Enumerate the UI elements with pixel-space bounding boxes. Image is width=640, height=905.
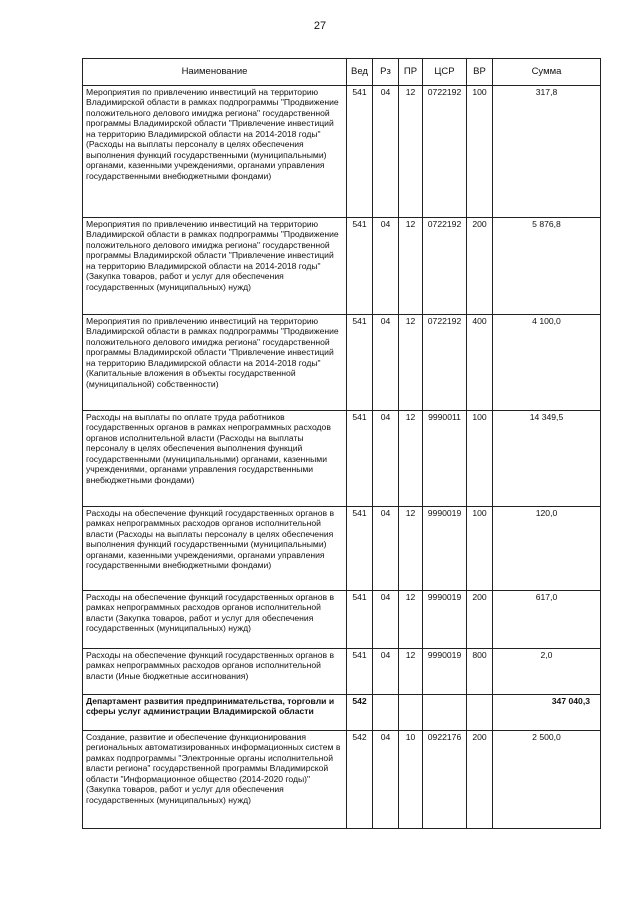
row-rz: 04 — [373, 591, 399, 649]
row-csr — [423, 695, 467, 731]
row-vr: 100 — [467, 86, 493, 218]
row-ved: 541 — [347, 649, 373, 695]
row-sum: 4 100,0 — [493, 315, 601, 411]
row-rz: 04 — [373, 731, 399, 829]
row-rz: 04 — [373, 411, 399, 507]
row-name: Мероприятия по привлечению инвестиций на территорию Владимирской области в рамках подпрограммы "Продвижение положительного делового имиджа региона" государственной программы Владимирской области "Привлечение инвестиций на территорию Владимирской области на 2014-2018 годы" (Закупка товаров, работ и услуг для обеспечения государственных (муниципальных) нужд) — [83, 218, 347, 315]
table-row — [83, 649, 601, 695]
header-vr: ВР — [467, 59, 493, 86]
row-name: Расходы на обеспечение функций государственных органов в рамках непрограммных расходов органов исполнительной власти (Закупка товаров, работ и услуг для обеспечения государственных (муниципальных) нужд) — [83, 591, 347, 649]
row-csr: 0922176 — [423, 731, 467, 829]
row-pr: 10 — [399, 731, 423, 829]
row-sum: 2,0 — [493, 649, 601, 695]
row-vr: 100 — [467, 411, 493, 507]
table-row — [83, 315, 601, 411]
row-pr: 12 — [399, 218, 423, 315]
row-csr: 9990019 — [423, 649, 467, 695]
header-pr: ПР — [399, 59, 423, 86]
row-ved: 541 — [347, 411, 373, 507]
row-pr: 12 — [399, 86, 423, 218]
row-vr: 200 — [467, 591, 493, 649]
row-ved: 541 — [347, 591, 373, 649]
row-csr: 9990019 — [423, 507, 467, 591]
row-vr: 800 — [467, 649, 493, 695]
row-name: Расходы на обеспечение функций государственных органов в рамках непрограммных расходов органов исполнительной власти (Иные бюджетные ассигнования) — [83, 649, 347, 695]
row-vr: 400 — [467, 315, 493, 411]
row-rz: 04 — [373, 315, 399, 411]
table-header-row — [83, 59, 601, 86]
row-name: Расходы на выплаты по оплате труда работников государственных органов в рамках непрограммных расходов органов исполнительной власти (Расходы на выплаты персоналу в целях обеспечения выполнения функций государственными (муниципальными) органами, казенными учреждениями, органами управления государственными внебюджетными фондами) — [83, 411, 347, 507]
table-row — [83, 591, 601, 649]
table-row — [83, 731, 601, 829]
row-sum: 617,0 — [493, 591, 601, 649]
table-row-department — [83, 695, 601, 731]
row-sum: 120,0 — [493, 507, 601, 591]
page-number: 27 — [313, 20, 327, 32]
row-rz: 04 — [373, 218, 399, 315]
header-rz: Рз — [373, 59, 399, 86]
header-sum: Сумма — [493, 59, 601, 86]
budget-table — [82, 58, 601, 829]
row-sum: 347 040,3 — [493, 695, 601, 731]
row-ved: 542 — [347, 731, 373, 829]
row-name: Мероприятия по привлечению инвестиций на территорию Владимирской области в рамках подпрограммы "Продвижение положительного делового имиджа региона" государственной программы Владимирской области "Привлечение инвестиций на территорию Владимирской области на 2014-2018 годы" (Капитальные вложения в объекты государственной (муниципальной) собственности) — [83, 315, 347, 411]
table-row — [83, 218, 601, 315]
row-ved: 541 — [347, 315, 373, 411]
row-ved: 541 — [347, 86, 373, 218]
row-pr — [399, 695, 423, 731]
header-ved: Вед — [347, 59, 373, 86]
row-sum: 14 349,5 — [493, 411, 601, 507]
row-rz: 04 — [373, 507, 399, 591]
row-pr: 12 — [399, 591, 423, 649]
row-name: Департамент развития предпринимательства, торговли и сферы услуг администрации Владимирской области — [83, 695, 347, 731]
row-name: Мероприятия по привлечению инвестиций на территорию Владимирской области в рамках подпрограммы "Продвижение положительного делового имиджа региона" государственной программы Владимирской области "Привлечение инвестиций на территорию Владимирской области на 2014-2018 годы" (Расходы на выплаты персоналу в целях обеспечения выполнения функций государственными (муниципальными) органами, казенными учреждениями, органами управления государственными внебюджетными фондами) — [83, 86, 347, 218]
row-ved: 541 — [347, 507, 373, 591]
row-pr: 12 — [399, 411, 423, 507]
row-name: Создание, развитие и обеспечение функционирования региональных автоматизированных информационных систем в рамках подпрограммы "Электронные органы исполнительной власти региона" государственной программы Владимирской области "Информационное общество (2014-2020 годы)" (Закупка товаров, работ и услуг для обеспечения государственных (муниципальных) нужд) — [83, 731, 347, 829]
row-csr: 0722192 — [423, 315, 467, 411]
table-row — [83, 507, 601, 591]
row-sum: 2 500,0 — [493, 731, 601, 829]
row-rz — [373, 695, 399, 731]
header-name: Наименование — [83, 59, 347, 86]
row-sum: 5 876,8 — [493, 218, 601, 315]
row-rz: 04 — [373, 649, 399, 695]
row-ved: 542 — [347, 695, 373, 731]
row-sum: 317,8 — [493, 86, 601, 218]
row-pr: 12 — [399, 649, 423, 695]
table-row — [83, 411, 601, 507]
row-pr: 12 — [399, 315, 423, 411]
row-csr: 9990019 — [423, 591, 467, 649]
table-row — [83, 86, 601, 218]
row-vr: 200 — [467, 218, 493, 315]
row-pr: 12 — [399, 507, 423, 591]
row-csr: 9990011 — [423, 411, 467, 507]
row-vr — [467, 695, 493, 731]
row-vr: 100 — [467, 507, 493, 591]
row-rz: 04 — [373, 86, 399, 218]
row-ved: 541 — [347, 218, 373, 315]
row-csr: 0722192 — [423, 218, 467, 315]
header-csr: ЦСР — [423, 59, 467, 86]
row-csr: 0722192 — [423, 86, 467, 218]
row-name: Расходы на обеспечение функций государственных органов в рамках непрограммных расходов органов исполнительной власти (Расходы на выплаты персоналу в целях обеспечения выполнения функций государственными (муниципальными) органами, казенными учреждениями, органами управления государственными внебюджетными фондами) — [83, 507, 347, 591]
row-vr: 200 — [467, 731, 493, 829]
